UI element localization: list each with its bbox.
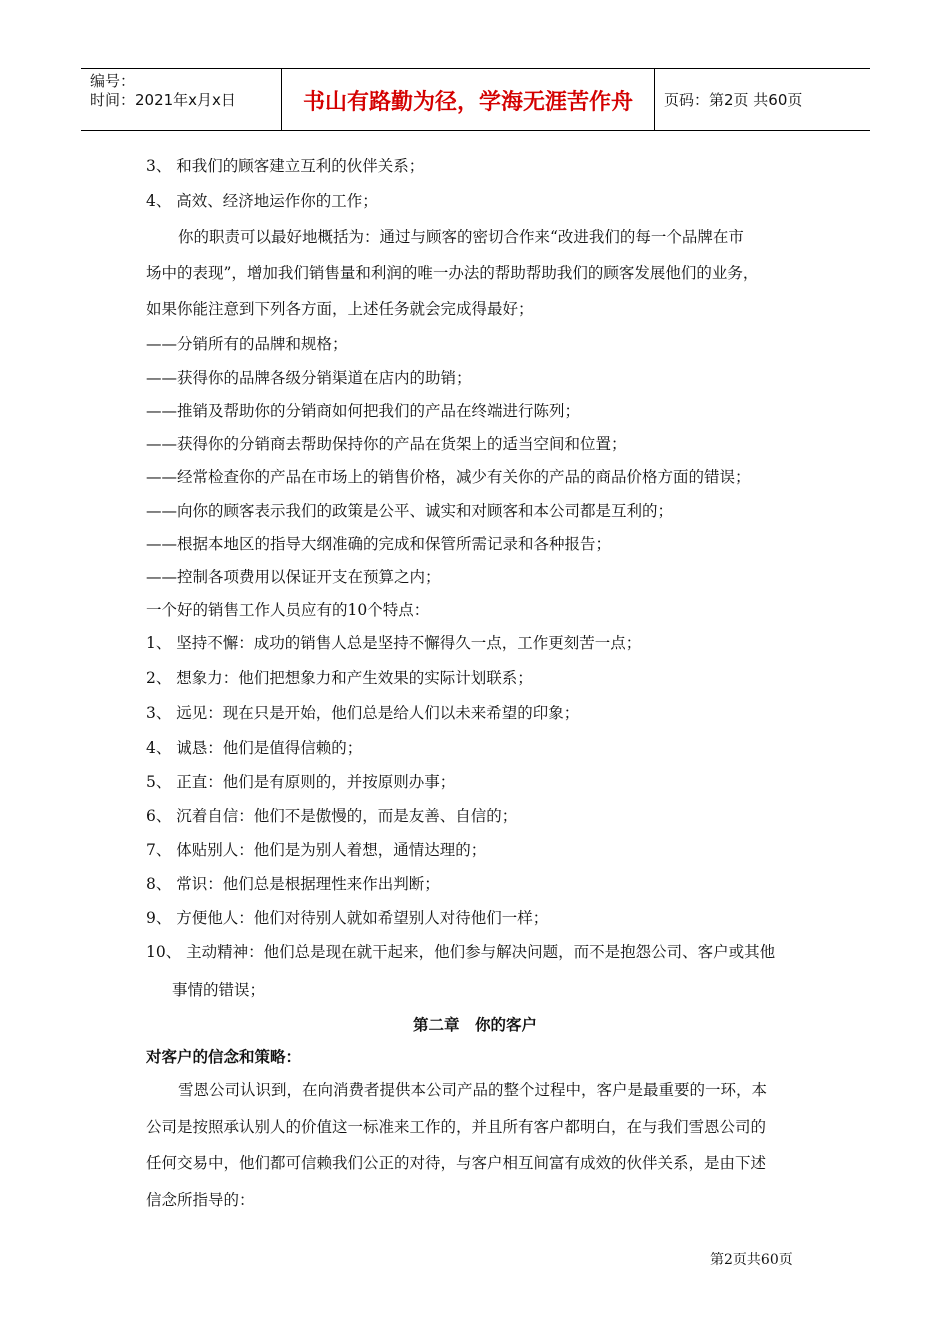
list-item: 7、 体贴别人：他们是为别人着想，通情达理的；: [146, 841, 487, 859]
paragraph-line: 场中的表现”，增加我们销售量和利润的唯一办法的帮助帮助我们的顾客发展他们的业务，: [146, 264, 759, 282]
header-motto-cell: [282, 69, 655, 130]
dash-list-item: ——分销所有的品牌和规格；: [146, 335, 348, 353]
paragraph-line: 如果你能注意到下列各方面，上述任务就会完成得最好；: [146, 300, 534, 318]
list-item: 5、 正直：他们是有原则的，并按原则办事；: [146, 773, 456, 791]
section-heading: 对客户的信念和策略：: [146, 1048, 302, 1066]
header-page-info: 页码：第2页 共60页: [664, 91, 803, 109]
header-meta-cell: [81, 69, 282, 130]
paragraph-line: 你的职责可以最好地概括为：通过与顾客的密切合作来“改进我们的每一个品牌在市: [178, 228, 744, 246]
paragraph-line: 雪恩公司认识到，在向消费者提供本公司产品的整个过程中，客户是最重要的一环，本: [178, 1081, 768, 1099]
document-date-label: 时间：2021年x月x日: [90, 91, 236, 109]
list-item: 9、 方便他人：他们对待别人就如希望别人对待他们一样；: [146, 909, 549, 927]
paragraph-line: 信念所指导的：: [146, 1191, 255, 1209]
dash-list-item: ——获得你的分销商去帮助保持你的产品在货架上的适当空间和位置；: [146, 435, 627, 453]
list-item: 1、 坚持不懈：成功的销售人总是坚持不懈得久一点，工作更刻苦一点；: [146, 634, 642, 652]
list-item: 2、 想象力：他们把想象力和产生效果的实际计划联系；: [146, 669, 533, 687]
list-item: 6、 沉着自信：他们不是傲慢的，而是友善、自信的；: [146, 807, 518, 825]
dash-list-item: ——向你的顾客表示我们的政策是公平、诚实和对顾客和本公司都是互利的；: [146, 502, 674, 520]
list-item: 3、 远见：现在只是开始，他们总是给人们以未来希望的印象；: [146, 704, 580, 722]
list-item: 3、 和我们的顾客建立互利的伙伴关系；: [146, 157, 425, 175]
dash-list-item: ——根据本地区的指导大纲准确的完成和保管所需记录和各种报告；: [146, 535, 612, 553]
page-footer: 第2页共60页: [710, 1252, 793, 1268]
dash-list-item: ——获得你的品牌各级分销渠道在店内的助销；: [146, 369, 472, 387]
paragraph-line: 任何交易中，他们都可信赖我们公正的对待，与客户相互间富有成效的伙伴关系，是由下述: [146, 1154, 767, 1172]
document-header: [81, 68, 870, 131]
dash-list-item: ——推销及帮助你的分销商如何把我们的产品在终端进行陈列；: [146, 402, 581, 420]
list-item: 8、 常识：他们总是根据理性来作出判断；: [146, 875, 440, 893]
dash-list-item: ——控制各项费用以保证开支在预算之内；: [146, 568, 441, 586]
list-item: 4、 诚恳：他们是值得信赖的；: [146, 739, 363, 757]
list-item: 10、 主动精神：他们总是现在就干起来，他们参与解决问题，而不是抱怨公司、客户或其他: [146, 943, 776, 961]
chapter-title: 第二章 你的客户: [412, 1016, 537, 1034]
paragraph-line: 公司是按照承认别人的价值这一标准来工作的，并且所有客户都明白，在与我们雪恩公司的: [146, 1118, 767, 1136]
header-motto: 书山有路勤为径，学海无涯苦作舟: [302, 90, 633, 115]
document-number-label: 编号：: [90, 72, 136, 90]
section-intro: 一个好的销售工作人员应有的10个特点：: [146, 601, 430, 619]
list-item-continuation: 事情的错误；: [172, 981, 266, 999]
list-item: 4、 高效、经济地运作你的工作；: [146, 192, 378, 210]
dash-list-item: ——经常检查你的产品在市场上的销售价格，减少有关你的产品的商品价格方面的错误；: [146, 468, 751, 486]
header-page-cell: [655, 69, 870, 130]
